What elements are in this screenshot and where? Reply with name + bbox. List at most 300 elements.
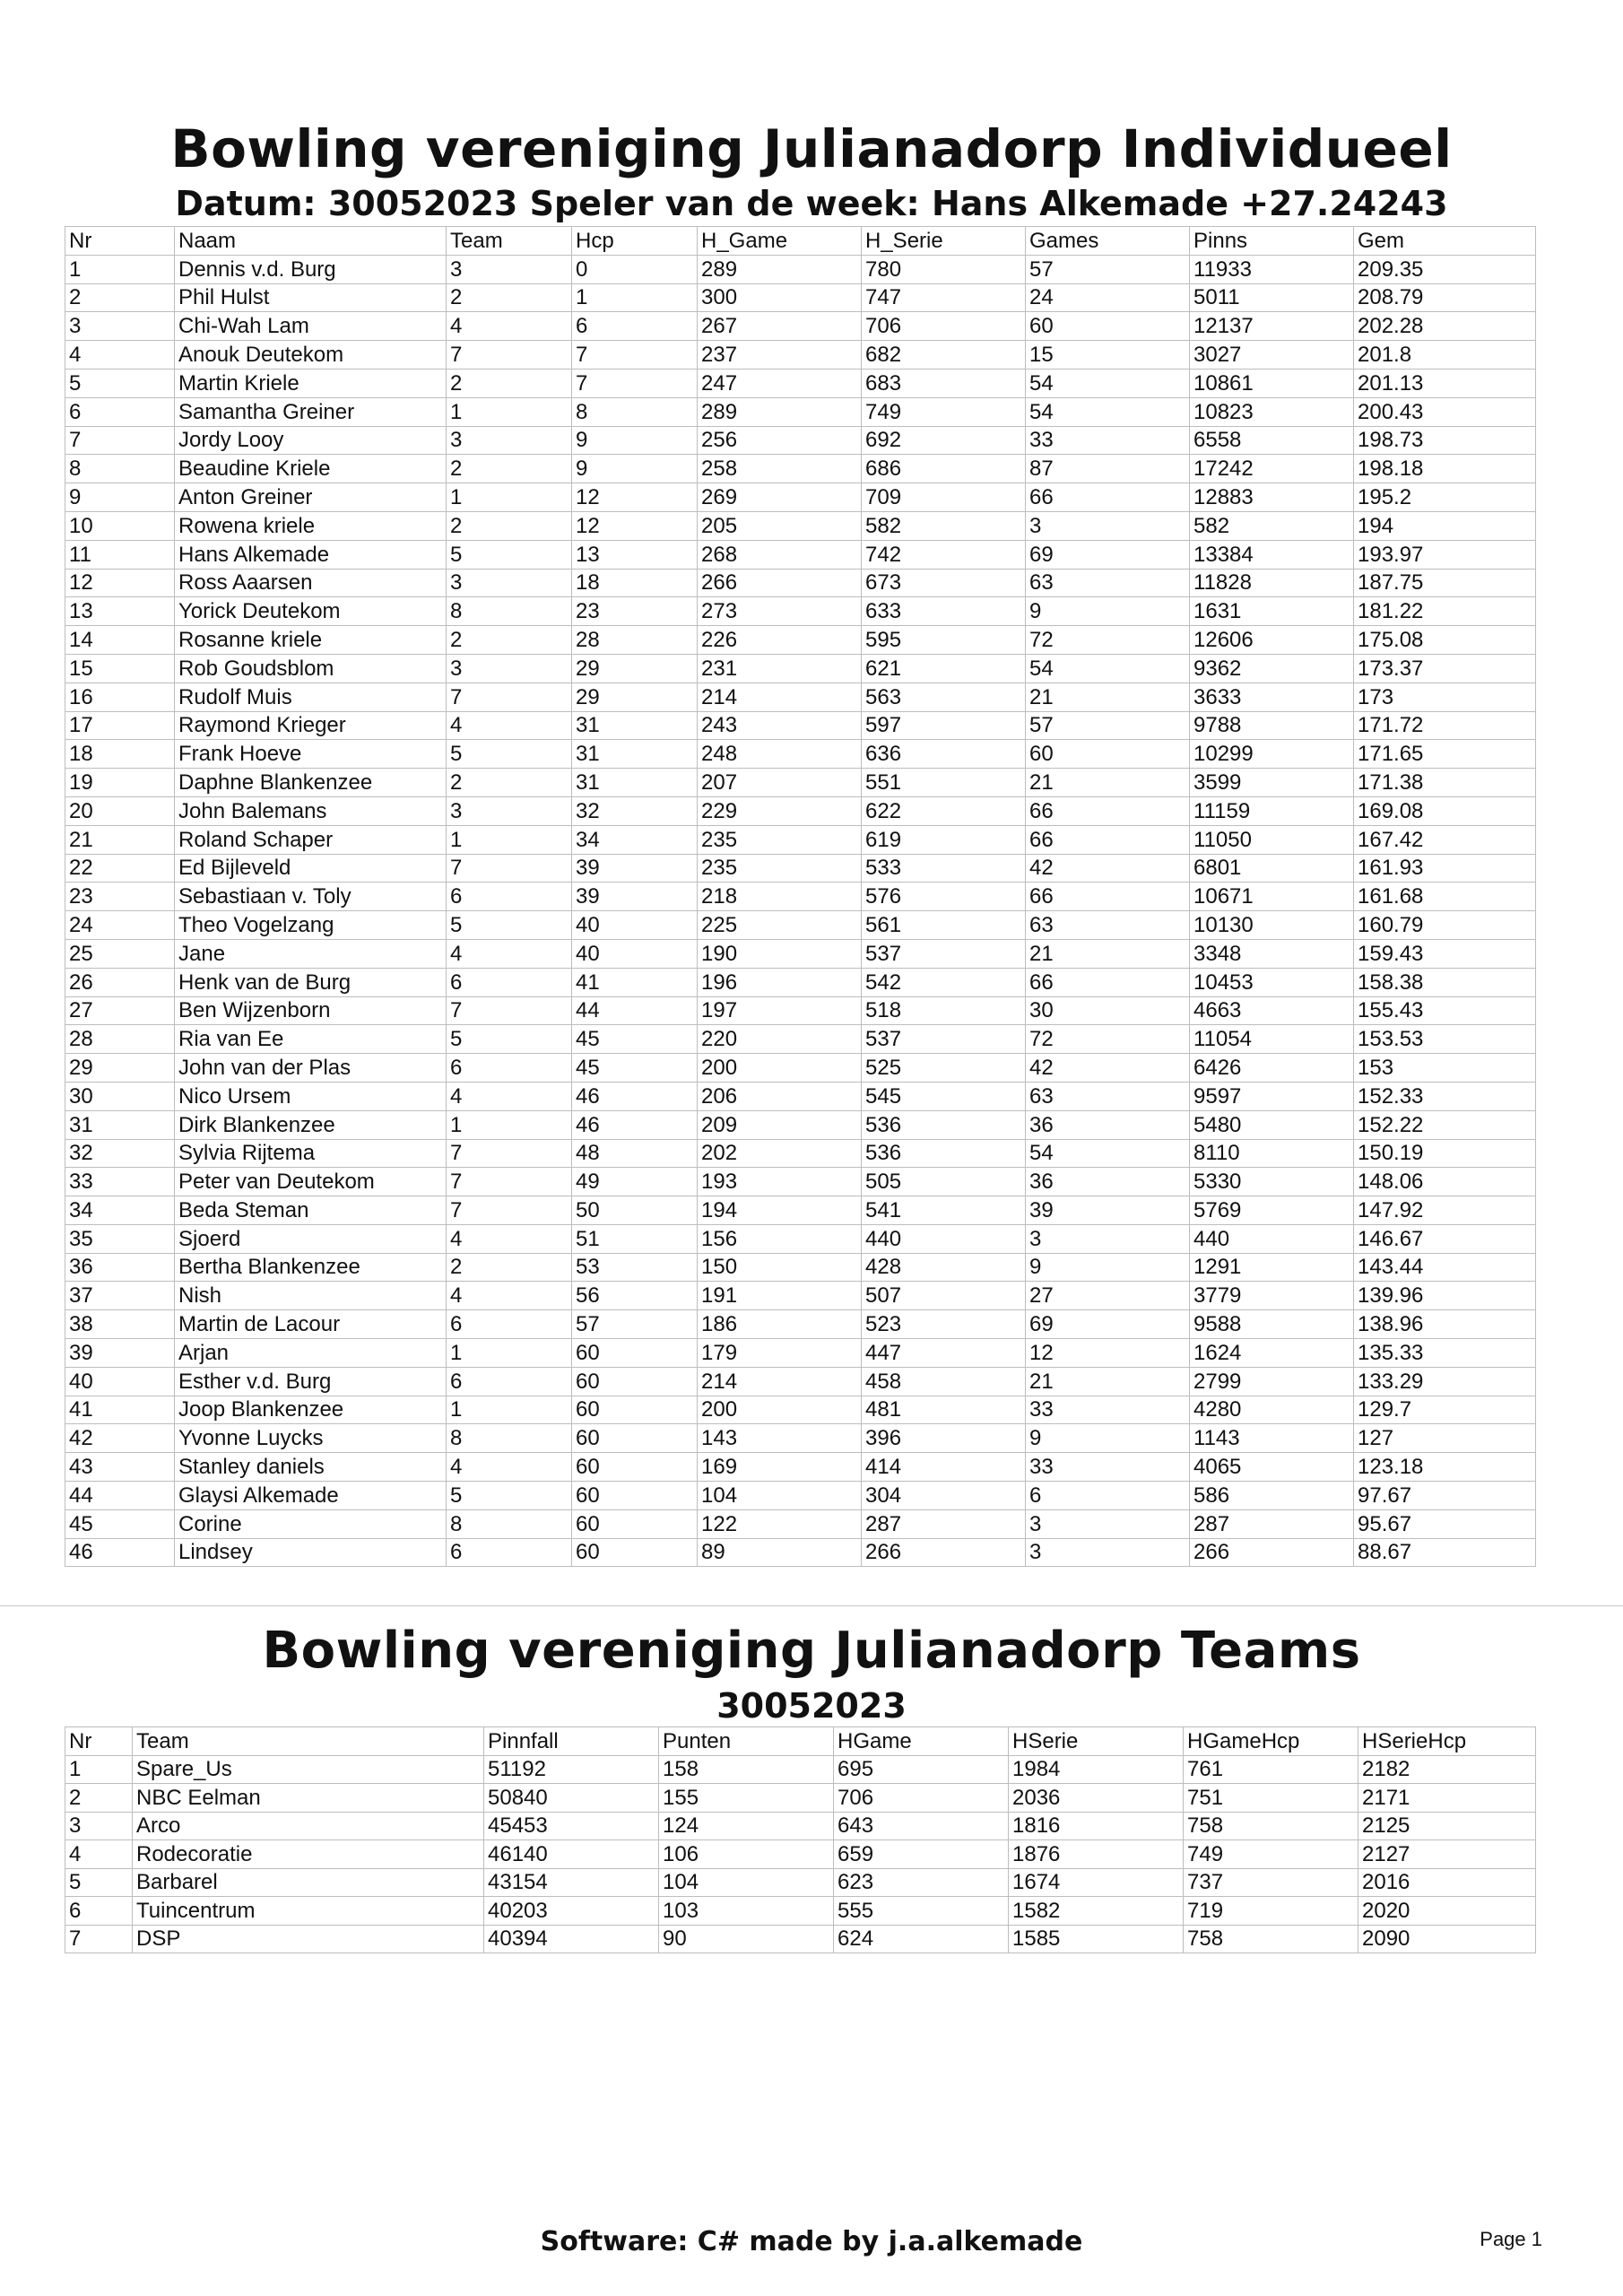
teams-column-header: HGameHcp — [1184, 1727, 1358, 1756]
teams-table — [65, 1726, 1536, 1953]
individual-cell: Anouk Deutekom — [175, 341, 447, 370]
individual-cell: Peter van Deutekom — [175, 1168, 447, 1196]
individual-row — [65, 1396, 1536, 1424]
individual-cell: 243 — [698, 711, 862, 740]
individual-cell: Ross Aaarsen — [175, 569, 447, 597]
individual-cell: 28 — [65, 1025, 175, 1054]
individual-cell: 63 — [1026, 1082, 1190, 1110]
individual-cell: 173 — [1354, 683, 1536, 711]
individual-cell: 541 — [862, 1196, 1026, 1225]
individual-cell: 237 — [698, 341, 862, 370]
individual-cell: 15 — [1026, 341, 1190, 370]
individual-cell: 175.08 — [1354, 626, 1536, 655]
individual-cell: 187.75 — [1354, 569, 1536, 597]
teams-row — [65, 1812, 1536, 1840]
individual-cell: 4 — [447, 312, 572, 341]
individual-row — [65, 854, 1536, 883]
individual-row — [65, 341, 1536, 370]
teams-column-header: HSerie — [1009, 1727, 1184, 1756]
section-divider — [0, 1605, 1623, 1606]
individual-cell: 201.13 — [1354, 369, 1536, 397]
individual-cell: 60 — [572, 1424, 698, 1453]
individual-row — [65, 1224, 1536, 1253]
individual-cell: 2 — [65, 283, 175, 312]
individual-cell: 31 — [65, 1110, 175, 1139]
individual-cell: Dirk Blankenzee — [175, 1110, 447, 1139]
individual-cell: 5480 — [1190, 1110, 1354, 1139]
individual-cell: 6 — [447, 1538, 572, 1567]
individual-cell: 518 — [862, 996, 1026, 1025]
individual-cell: 1143 — [1190, 1424, 1354, 1453]
individual-cell: 1 — [572, 283, 698, 312]
individual-cell: Glaysi Alkemade — [175, 1482, 447, 1510]
individual-cell: 202.28 — [1354, 312, 1536, 341]
individual-cell: 9 — [1026, 1424, 1190, 1453]
individual-cell: 148.06 — [1354, 1168, 1536, 1196]
individual-cell: 6 — [447, 1310, 572, 1339]
individual-column-header: Hcp — [572, 227, 698, 256]
teams-column-header: Punten — [659, 1727, 834, 1756]
individual-cell: 135.33 — [1354, 1339, 1536, 1368]
individual-cell: 4 — [65, 341, 175, 370]
individual-cell: 12 — [572, 511, 698, 540]
teams-cell: 695 — [834, 1755, 1009, 1784]
individual-cell: 3 — [447, 426, 572, 455]
individual-cell: 89 — [698, 1538, 862, 1567]
individual-cell: 66 — [1026, 483, 1190, 512]
individual-cell: 153.53 — [1354, 1025, 1536, 1054]
individual-cell: 747 — [862, 283, 1026, 312]
individual-cell: 542 — [862, 968, 1026, 996]
individual-cell: 13 — [572, 540, 698, 569]
individual-cell: 7 — [447, 854, 572, 883]
individual-cell: Samantha Greiner — [175, 397, 447, 426]
individual-cell: 10130 — [1190, 911, 1354, 940]
individual-cell: Beaudine Kriele — [175, 455, 447, 483]
individual-cell: 20 — [65, 796, 175, 825]
individual-row — [65, 1424, 1536, 1453]
individual-cell: 3779 — [1190, 1282, 1354, 1310]
individual-row — [65, 569, 1536, 597]
individual-cell: 123.18 — [1354, 1453, 1536, 1482]
individual-cell: 155.43 — [1354, 996, 1536, 1025]
teams-cell: 103 — [659, 1897, 834, 1926]
individual-cell: 156 — [698, 1224, 862, 1253]
individual-cell: 60 — [572, 1339, 698, 1368]
individual-cell: 0 — [572, 255, 698, 283]
individual-cell: 66 — [1026, 825, 1190, 854]
individual-cell: 29 — [65, 1054, 175, 1083]
individual-cell: Sjoerd — [175, 1224, 447, 1253]
individual-row — [65, 1482, 1536, 1510]
individual-cell: 33 — [1026, 426, 1190, 455]
individual-cell: 1 — [447, 1110, 572, 1139]
individual-row — [65, 255, 1536, 283]
teams-cell: 659 — [834, 1840, 1009, 1869]
individual-cell: 11828 — [1190, 569, 1354, 597]
individual-cell: 69 — [1026, 540, 1190, 569]
individual-cell: 1 — [65, 255, 175, 283]
individual-cell: 193 — [698, 1168, 862, 1196]
individual-cell: 1 — [447, 1396, 572, 1424]
individual-cell: 3 — [1026, 1224, 1190, 1253]
individual-cell: Sylvia Rijtema — [175, 1139, 447, 1168]
individual-cell: 1 — [447, 1339, 572, 1368]
individual-cell: 582 — [862, 511, 1026, 540]
individual-cell: 186 — [698, 1310, 862, 1339]
teams-cell: 2036 — [1009, 1784, 1184, 1813]
individual-cell: 11050 — [1190, 825, 1354, 854]
individual-cell: 523 — [862, 1310, 1026, 1339]
individual-cell: 32 — [572, 796, 698, 825]
teams-cell: 2127 — [1358, 1840, 1536, 1869]
individual-cell: 5011 — [1190, 283, 1354, 312]
individual-cell: 150 — [698, 1253, 862, 1282]
individual-cell: Ben Wijzenborn — [175, 996, 447, 1025]
individual-cell: 46 — [65, 1538, 175, 1567]
individual-cell: 287 — [862, 1509, 1026, 1538]
teams-cell: 5 — [65, 1868, 133, 1897]
individual-cell: 17242 — [1190, 455, 1354, 483]
individual-cell: 133.29 — [1354, 1367, 1536, 1396]
individual-cell: 208.79 — [1354, 283, 1536, 312]
individual-cell: 247 — [698, 369, 862, 397]
teams-subtitle: 30052023 — [716, 1686, 907, 1726]
individual-row — [65, 1025, 1536, 1054]
individual-cell: 551 — [862, 769, 1026, 797]
individual-cell: 235 — [698, 854, 862, 883]
teams-cell: 2125 — [1358, 1812, 1536, 1840]
teams-cell: 7 — [65, 1925, 133, 1953]
teams-column-header: Nr — [65, 1727, 133, 1756]
individual-cell: 25 — [65, 939, 175, 968]
individual-cell: 60 — [572, 1538, 698, 1567]
individual-cell: 40 — [65, 1367, 175, 1396]
individual-cell: Martin de Lacour — [175, 1310, 447, 1339]
individual-cell: 193.97 — [1354, 540, 1536, 569]
teams-cell: 104 — [659, 1868, 834, 1897]
individual-cell: 39 — [572, 854, 698, 883]
individual-row — [65, 1168, 1536, 1196]
individual-cell: 545 — [862, 1082, 1026, 1110]
individual-cell: 24 — [1026, 283, 1190, 312]
individual-cell: Dennis v.d. Burg — [175, 255, 447, 283]
individual-row — [65, 540, 1536, 569]
individual-cell: 6 — [447, 1367, 572, 1396]
individual-cell: 181.22 — [1354, 597, 1536, 626]
individual-cell: 152.33 — [1354, 1082, 1536, 1110]
individual-cell: 161.68 — [1354, 883, 1536, 911]
individual-cell: 440 — [1190, 1224, 1354, 1253]
individual-cell: Nico Ursem — [175, 1082, 447, 1110]
individual-row — [65, 825, 1536, 854]
teams-row — [65, 1755, 1536, 1784]
individual-cell: Henk van de Burg — [175, 968, 447, 996]
individual-cell: 51 — [572, 1224, 698, 1253]
individual-cell: Rosanne kriele — [175, 626, 447, 655]
teams-cell: 46140 — [484, 1840, 659, 1869]
individual-row — [65, 483, 1536, 512]
individual-cell: 60 — [572, 1482, 698, 1510]
individual-cell: 2 — [447, 455, 572, 483]
individual-cell: 179 — [698, 1339, 862, 1368]
individual-cell: 4663 — [1190, 996, 1354, 1025]
teams-column-header: Pinnfall — [484, 1727, 659, 1756]
individual-cell: 11159 — [1190, 796, 1354, 825]
teams-cell: 2171 — [1358, 1784, 1536, 1813]
individual-cell: 39 — [1026, 1196, 1190, 1225]
individual-row — [65, 1310, 1536, 1339]
individual-cell: 41 — [65, 1396, 175, 1424]
individual-row — [65, 769, 1536, 797]
individual-cell: 43 — [65, 1453, 175, 1482]
teams-cell: 1816 — [1009, 1812, 1184, 1840]
individual-cell: 3 — [65, 312, 175, 341]
individual-cell: 33 — [65, 1168, 175, 1196]
teams-cell: Arco — [133, 1812, 484, 1840]
individual-cell: 225 — [698, 911, 862, 940]
individual-cell: 9 — [572, 455, 698, 483]
individual-cell: 780 — [862, 255, 1026, 283]
individual-cell: Martin Kriele — [175, 369, 447, 397]
individual-cell: 37 — [65, 1282, 175, 1310]
individual-cell: 3348 — [1190, 939, 1354, 968]
individual-row — [65, 397, 1536, 426]
individual-cell: 161.93 — [1354, 854, 1536, 883]
individual-row — [65, 996, 1536, 1025]
individual-cell: 561 — [862, 911, 1026, 940]
teams-cell: 3 — [65, 1812, 133, 1840]
individual-cell: Bertha Blankenzee — [175, 1253, 447, 1282]
individual-cell: 481 — [862, 1396, 1026, 1424]
individual-cell: 7 — [447, 341, 572, 370]
individual-cell: 200.43 — [1354, 397, 1536, 426]
individual-cell: 19 — [65, 769, 175, 797]
individual-cell: 152.22 — [1354, 1110, 1536, 1139]
individual-cell: 63 — [1026, 569, 1190, 597]
individual-cell: 289 — [698, 397, 862, 426]
individual-cell: 537 — [862, 1025, 1026, 1054]
individual-cell: Anton Greiner — [175, 483, 447, 512]
individual-cell: 104 — [698, 1482, 862, 1510]
individual-row — [65, 796, 1536, 825]
individual-cell: 4 — [447, 939, 572, 968]
individual-cell: 12883 — [1190, 483, 1354, 512]
individual-row — [65, 1453, 1536, 1482]
individual-cell: 692 — [862, 426, 1026, 455]
individual-cell: 139.96 — [1354, 1282, 1536, 1310]
teams-cell: 50840 — [484, 1784, 659, 1813]
teams-cell: DSP — [133, 1925, 484, 1953]
teams-header-row — [65, 1727, 1536, 1756]
individual-cell: 586 — [1190, 1482, 1354, 1510]
individual-cell: Corine — [175, 1509, 447, 1538]
individual-cell: John Balemans — [175, 796, 447, 825]
individual-cell: 200 — [698, 1396, 862, 1424]
teams-cell: 45453 — [484, 1812, 659, 1840]
teams-column-header: Team — [133, 1727, 484, 1756]
individual-column-header: H_Serie — [862, 227, 1026, 256]
individual-cell: 10453 — [1190, 968, 1354, 996]
individual-cell: 576 — [862, 883, 1026, 911]
teams-cell: 2182 — [1358, 1755, 1536, 1784]
individual-cell: 3 — [447, 654, 572, 683]
individual-cell: 3 — [447, 569, 572, 597]
individual-cell: Daphne Blankenzee — [175, 769, 447, 797]
individual-cell: 8 — [447, 1424, 572, 1453]
individual-cell: 5 — [447, 1025, 572, 1054]
individual-cell: 2 — [447, 511, 572, 540]
individual-cell: Stanley daniels — [175, 1453, 447, 1482]
individual-cell: 5 — [447, 1482, 572, 1510]
individual-cell: 621 — [862, 654, 1026, 683]
individual-cell: 749 — [862, 397, 1026, 426]
individual-cell: 36 — [65, 1253, 175, 1282]
individual-cell: 21 — [1026, 683, 1190, 711]
individual-cell: 38 — [65, 1310, 175, 1339]
individual-row — [65, 426, 1536, 455]
individual-cell: Ed Bijleveld — [175, 854, 447, 883]
individual-cell: 582 — [1190, 511, 1354, 540]
teams-cell: 749 — [1184, 1840, 1358, 1869]
individual-cell: 169.08 — [1354, 796, 1536, 825]
individual-cell: 31 — [572, 711, 698, 740]
individual-cell: 4065 — [1190, 1453, 1354, 1482]
individual-cell: 45 — [572, 1054, 698, 1083]
individual-cell: 8 — [447, 597, 572, 626]
individual-cell: 1 — [447, 483, 572, 512]
teams-cell: 155 — [659, 1784, 834, 1813]
individual-cell: 256 — [698, 426, 862, 455]
individual-cell: 69 — [1026, 1310, 1190, 1339]
individual-cell: 683 — [862, 369, 1026, 397]
individual-cell: 26 — [65, 968, 175, 996]
individual-cell: 21 — [65, 825, 175, 854]
individual-cell: 60 — [572, 1396, 698, 1424]
individual-cell: 1 — [447, 397, 572, 426]
individual-cell: 13384 — [1190, 540, 1354, 569]
individual-cell: 9597 — [1190, 1082, 1354, 1110]
individual-cell: 24 — [65, 911, 175, 940]
teams-cell: 706 — [834, 1784, 1009, 1813]
software-credit: Software: C# made by j.a.alkemade — [540, 2226, 1083, 2257]
individual-subtitle: Datum: 30052023 Speler van de week: Hans Alkemade +27.24243 — [175, 184, 1448, 223]
individual-cell: 7 — [447, 1139, 572, 1168]
individual-row — [65, 312, 1536, 341]
individual-row — [65, 939, 1536, 968]
individual-cell: Jane — [175, 939, 447, 968]
individual-row — [65, 1367, 1536, 1396]
individual-cell: 633 — [862, 597, 1026, 626]
individual-cell: Phil Hulst — [175, 283, 447, 312]
individual-cell: 31 — [572, 740, 698, 769]
individual-cell: Chi-Wah Lam — [175, 312, 447, 341]
individual-cell: 66 — [1026, 796, 1190, 825]
individual-cell: 3 — [1026, 1538, 1190, 1567]
individual-row — [65, 511, 1536, 540]
page-number: Page 1 — [1480, 2228, 1542, 2250]
individual-cell: 197 — [698, 996, 862, 1025]
individual-row — [65, 911, 1536, 940]
individual-cell: 273 — [698, 597, 862, 626]
individual-row — [65, 626, 1536, 655]
individual-row — [65, 455, 1536, 483]
teams-cell: 2 — [65, 1784, 133, 1813]
individual-cell: 13 — [65, 597, 175, 626]
teams-cell: 2016 — [1358, 1868, 1536, 1897]
individual-cell: 5330 — [1190, 1168, 1354, 1196]
teams-cell: Spare_Us — [133, 1755, 484, 1784]
individual-cell: 3633 — [1190, 683, 1354, 711]
individual-cell: 42 — [1026, 1054, 1190, 1083]
individual-cell: 17 — [65, 711, 175, 740]
individual-cell: 9 — [65, 483, 175, 512]
teams-row — [65, 1868, 1536, 1897]
individual-row — [65, 1538, 1536, 1567]
individual-row — [65, 1082, 1536, 1110]
individual-cell: 205 — [698, 511, 862, 540]
individual-row — [65, 283, 1536, 312]
individual-cell: 12606 — [1190, 626, 1354, 655]
individual-cell: 266 — [698, 569, 862, 597]
individual-cell: 414 — [862, 1453, 1026, 1482]
individual-cell: 95.67 — [1354, 1509, 1536, 1538]
individual-cell: 5 — [447, 740, 572, 769]
individual-row — [65, 1282, 1536, 1310]
individual-cell: 231 — [698, 654, 862, 683]
individual-cell: 40 — [572, 939, 698, 968]
individual-cell: 195.2 — [1354, 483, 1536, 512]
individual-cell: 12 — [65, 569, 175, 597]
individual-cell: 46 — [572, 1082, 698, 1110]
teams-cell: 1984 — [1009, 1755, 1184, 1784]
individual-cell: 6 — [65, 397, 175, 426]
individual-cell: 447 — [862, 1339, 1026, 1368]
individual-cell: Beda Steman — [175, 1196, 447, 1225]
individual-cell: 53 — [572, 1253, 698, 1282]
individual-column-header: Team — [447, 227, 572, 256]
individual-cell: 200 — [698, 1054, 862, 1083]
individual-cell: 46 — [572, 1110, 698, 1139]
individual-row — [65, 883, 1536, 911]
individual-cell: 191 — [698, 1282, 862, 1310]
individual-cell: 4280 — [1190, 1396, 1354, 1424]
teams-cell: 2090 — [1358, 1925, 1536, 1953]
individual-cell: 32 — [65, 1139, 175, 1168]
individual-cell: 173.37 — [1354, 654, 1536, 683]
individual-cell: 45 — [572, 1025, 698, 1054]
teams-cell: 624 — [834, 1925, 1009, 1953]
individual-cell: 21 — [1026, 1367, 1190, 1396]
individual-row — [65, 740, 1536, 769]
individual-cell: 1624 — [1190, 1339, 1354, 1368]
individual-cell: John van der Plas — [175, 1054, 447, 1083]
individual-cell: 7 — [447, 683, 572, 711]
individual-cell: Ria van Ee — [175, 1025, 447, 1054]
individual-cell: 16 — [65, 683, 175, 711]
individual-cell: 33 — [1026, 1396, 1190, 1424]
teams-cell: 43154 — [484, 1868, 659, 1897]
individual-row — [65, 1253, 1536, 1282]
teams-cell: 90 — [659, 1925, 834, 1953]
individual-cell: 2799 — [1190, 1367, 1354, 1396]
individual-cell: 269 — [698, 483, 862, 512]
teams-cell: 51192 — [484, 1755, 659, 1784]
individual-cell: 23 — [65, 883, 175, 911]
individual-cell: 4 — [447, 1282, 572, 1310]
individual-cell: 60 — [1026, 312, 1190, 341]
individual-cell: 54 — [1026, 654, 1190, 683]
